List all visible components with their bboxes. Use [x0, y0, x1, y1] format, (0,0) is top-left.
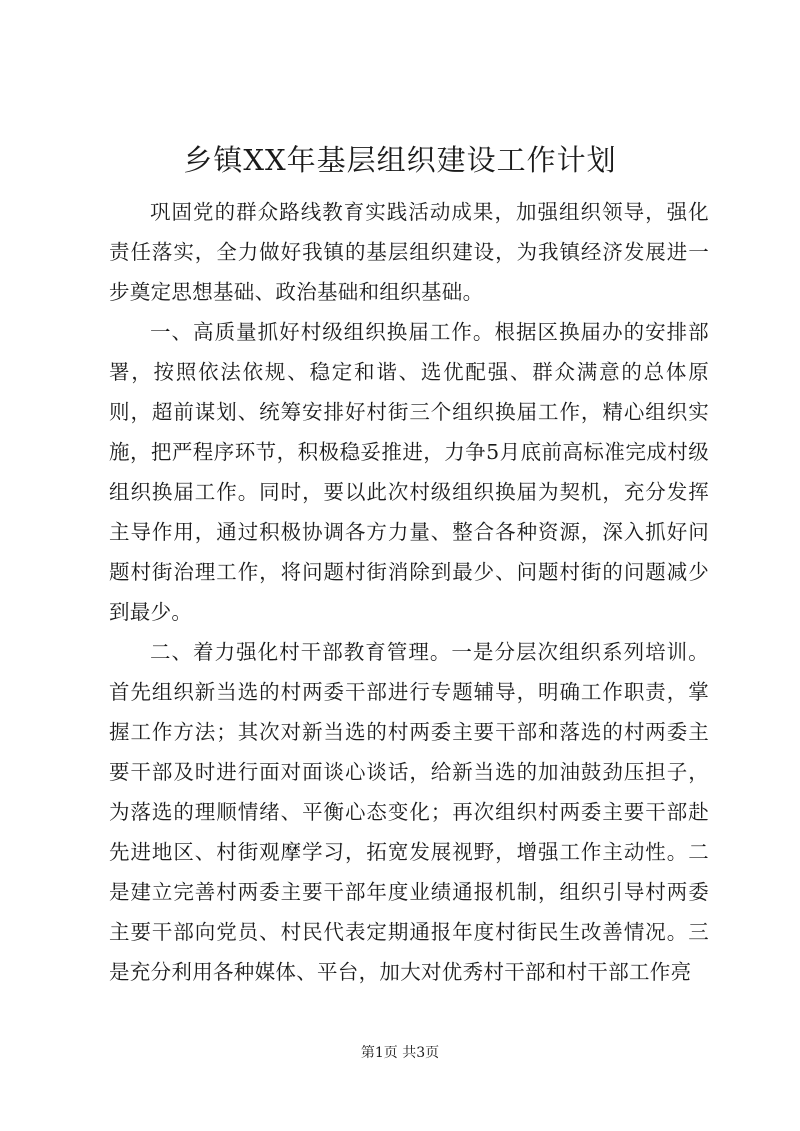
paragraph-section-2: 二、着力强化村干部教育管理。一是分层次组织系列培训。首先组织新当选的村两委干部进行专题辅导，明确工作职责，掌握工作方法；其次对新当选的村两委主要干部和落选的村两委主要干部及时进行面对面谈心谈话，给新当选的加油鼓劲压担子，为落选的理顺情绪、平衡心态变化；再次组织村两委主要干部赴先进地区、村街观摩学习，拓宽发展视野，增强工作主动性。二是建立完善村两委主要干部年度业绩通报机制，组织引导村两委主要干部向党员、村民代表定期通报年度村街民生改善情况。三是充分利用各种媒体、平台，加大对优秀村干部和村干部工作亮 [109, 640, 709, 984]
document-body [109, 192, 709, 992]
paragraph-section-1: 一、高质量抓好村级组织换届工作。根据区换届办的安排部署，按照依法依规、稳定和谐、选优配强、群众满意的总体原则，超前谋划、统筹安排好村街三个组织换届工作，精心组织实施，把严程序环节，积极稳妥推进，力争5月底前高标准完成村级组织换届工作。同时，要以此次村级组织换届为契机，充分发挥主导作用，通过积极协调各方力量、整合各种资源，深入抓好问题村街治理工作，将问题村街消除到最少、问题村街的问题减少到最少。 [109, 320, 709, 624]
document-title: 乡镇XX年基层组织建设工作计划 [183, 143, 617, 177]
paragraph-intro: 巩固党的群众路线教育实践活动成果，加强组织领导，强化责任落实，全力做好我镇的基层组织建设，为我镇经济发展进一步奠定思想基础、政治基础和组织基础。 [109, 200, 709, 304]
page-footer: 第1页 共3页 [360, 1045, 440, 1061]
